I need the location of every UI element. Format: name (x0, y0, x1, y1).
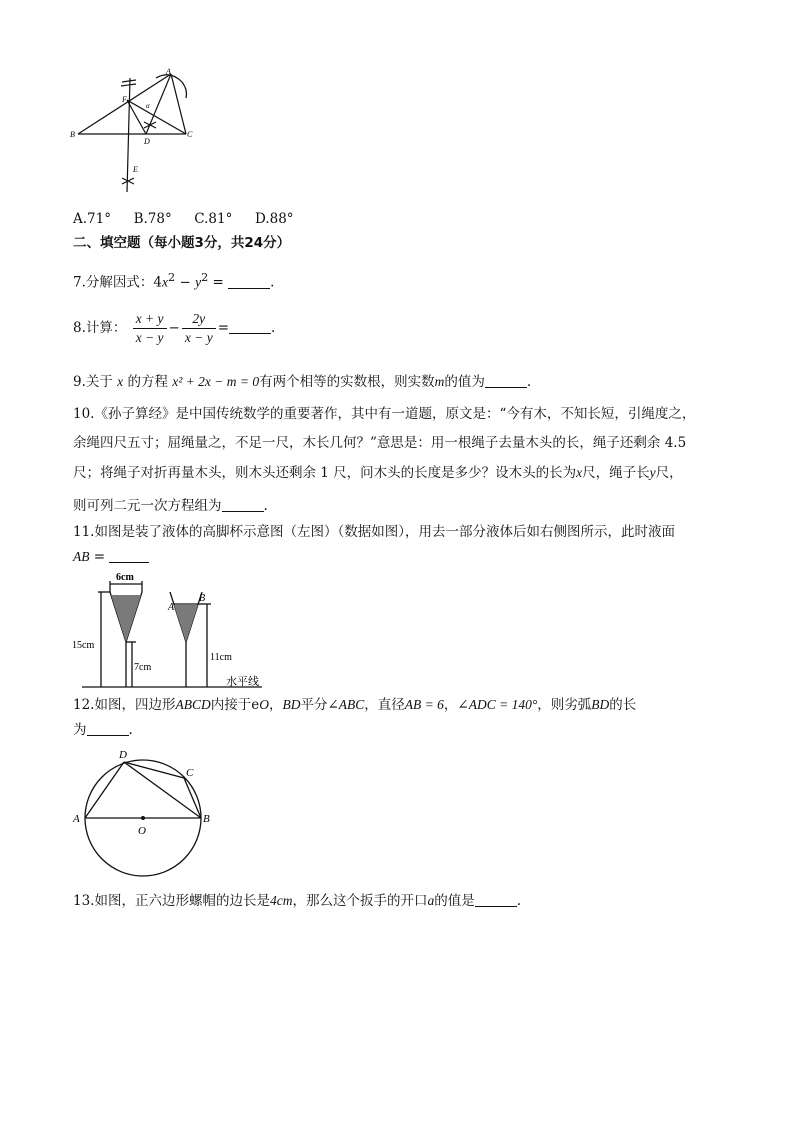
q13-part-1: 13.如图，正六边形螺帽的边长是 (73, 893, 270, 909)
q7-coef: 4 (153, 274, 162, 291)
q8-fraction-1 (133, 310, 167, 347)
q9-part-3: 有两个相等的实数根，则实数 (259, 374, 435, 390)
q12-answer-blank[interactable] (87, 721, 129, 736)
q12-o: O (259, 697, 269, 712)
label-e: E (133, 165, 138, 174)
option-b: B.78° (133, 211, 172, 227)
label-b: B (203, 813, 210, 825)
q12-part-1: 12.如图，四边形 (73, 697, 176, 713)
q7-prefix: 7.分解因式： (73, 274, 154, 291)
q12-circle-symbol: e (251, 697, 260, 713)
q12-line-2 (73, 720, 133, 740)
q8-fraction-2 (182, 310, 216, 347)
q13-part-2: ，那么这个扳手的开口 (292, 893, 428, 909)
label-d: D (144, 137, 150, 146)
q9-answer-blank[interactable] (485, 373, 527, 388)
q12-part-2: 内接于 (210, 697, 252, 713)
q9-var-m: m (434, 374, 445, 389)
q13-answer-blank[interactable] (475, 892, 517, 907)
q9-part-4: 的值为 (444, 374, 485, 390)
q8-den-2: x − y (184, 330, 213, 345)
right-liquid (174, 605, 198, 642)
q8-num-2: 2y (182, 310, 216, 329)
label-a: A (166, 68, 171, 76)
q8-minus: − (168, 320, 180, 336)
q8-prefix: 8.计算： (73, 320, 127, 336)
side-ac (171, 74, 186, 134)
q12-bd: BD (282, 697, 301, 712)
q7-end: . (270, 274, 275, 291)
q12-circle-figure (70, 746, 220, 878)
arc-top (156, 75, 187, 98)
option-c: C.81° (194, 211, 233, 227)
q9-equation: x² + 2x − m = 0 (172, 374, 260, 389)
q12-line-1 (73, 695, 636, 715)
label-f: F (122, 95, 127, 104)
q7-var-y: y (195, 274, 202, 290)
left-liquid (111, 595, 141, 642)
q9-var: x (117, 374, 124, 389)
q9-part-2: 的方程 (123, 374, 173, 390)
q12-part-5: ，直径 (364, 697, 405, 713)
label-c: C (186, 767, 194, 779)
label-11cm: 11cm (210, 652, 232, 663)
q8-end: . (271, 320, 276, 336)
label-alpha: α (146, 102, 150, 110)
q10-end: . (263, 498, 268, 514)
q10-line-4-text: 则可列二元一次方程组为 (73, 498, 222, 514)
arc-mark-2 (121, 84, 136, 86)
q12-abcd: ABCD (175, 697, 211, 712)
label-15cm: 15cm (72, 640, 95, 651)
q12-part-3: ， (268, 697, 283, 713)
option-a: A.71° (73, 211, 111, 227)
q12-angle-abc: ∠ABC (327, 697, 365, 712)
q10-var-x: x (576, 465, 583, 480)
label-a: A (73, 813, 80, 825)
q11-answer-blank[interactable] (109, 548, 149, 563)
q9-end: . (526, 374, 532, 390)
label-6cm: 6cm (116, 572, 134, 583)
label-a: A (168, 602, 175, 613)
q6-construction-figure (70, 68, 200, 198)
q6-options (73, 209, 294, 229)
q12-line-2-text: 为 (73, 722, 87, 738)
q12-part-7: ，则劣弧 (537, 697, 592, 713)
question-8 (73, 308, 275, 348)
q10-answer-blank[interactable] (222, 497, 264, 512)
q12-part-4: 平分 (300, 697, 328, 713)
q12-end: . (128, 722, 133, 738)
q10-line-3 (73, 463, 683, 483)
arc-mark-1 (122, 80, 136, 82)
q7-equals: = (208, 274, 229, 291)
q12-bd-2: BD (591, 697, 610, 712)
label-o: O (138, 825, 146, 837)
bisector-line (127, 78, 130, 192)
label-b: B (199, 593, 206, 604)
q10-var-y: y (649, 465, 656, 480)
q13-length: 4cm (269, 893, 293, 908)
q10-line-2: 余绳四尺五寸；屈绳量之，不足一尺，木长几何？”意思是：用一根绳子去量木头的长，绳子还剩余 4.5 (73, 435, 687, 451)
chord-ad (85, 762, 124, 818)
label-7cm: 7cm (134, 662, 152, 673)
question-7 (73, 268, 274, 293)
question-9 (73, 372, 531, 392)
q9-part-1: 9.关于 (73, 374, 118, 390)
q8-num-1: x + y (133, 310, 167, 329)
q12-part-8: 的长 (609, 697, 637, 713)
q12-part-6: ， (443, 697, 458, 713)
side-ab (78, 74, 171, 134)
q8-answer-blank[interactable] (229, 319, 271, 334)
q11-equals: = (89, 549, 110, 565)
q11-ab: AB (73, 549, 90, 564)
q13-part-3: 的值是 (434, 893, 475, 909)
q7-exp-y: 2 (201, 271, 209, 284)
q10-line-4 (73, 496, 268, 516)
label-c: C (187, 130, 193, 139)
option-d: D.88° (254, 211, 294, 227)
section-heading: 二、填空题（每小题3分，共24分） (73, 235, 291, 251)
q8-den-1: x − y (135, 330, 164, 345)
q10-line-3c: 尺， (655, 465, 683, 481)
q7-answer-blank[interactable] (228, 274, 270, 289)
q10-line-3b: 尺，绳子长 (582, 465, 650, 481)
q13-var-a: a (427, 893, 435, 908)
label-d: D (119, 749, 127, 761)
question-13 (73, 891, 521, 911)
q12-angle-adc: ∠ADC = 140° (457, 697, 538, 712)
q7-minus: − (175, 274, 196, 291)
q11-line-2 (73, 547, 149, 567)
q11-goblet-figure (70, 568, 270, 694)
label-b: B (70, 130, 75, 139)
q10-line-1: 10.《孙子算经》是中国传统数学的重要著作，其中有一道题，原文是：“今有木，不知长短，引绳度之， (73, 406, 696, 422)
label-horizon: 水平线 (226, 676, 259, 688)
q7-exp-x: 2 (167, 271, 176, 284)
q13-end: . (516, 893, 522, 909)
q10-line-3a: 尺；将绳子对折再量木头，则木头还剩余 1 尺，问木头的长度是多少？设木头的长为 (73, 465, 577, 481)
q11-line-1: 11.如图是装了液体的高脚杯示意图（左图）（数据如图），用去一部分液体后如右侧图所示，此时液面 (73, 524, 675, 540)
q7-var-x: x (161, 274, 168, 290)
q8-equals: = (217, 320, 229, 336)
center-dot (141, 816, 145, 820)
q12-ab6: AB = 6 (404, 697, 444, 712)
